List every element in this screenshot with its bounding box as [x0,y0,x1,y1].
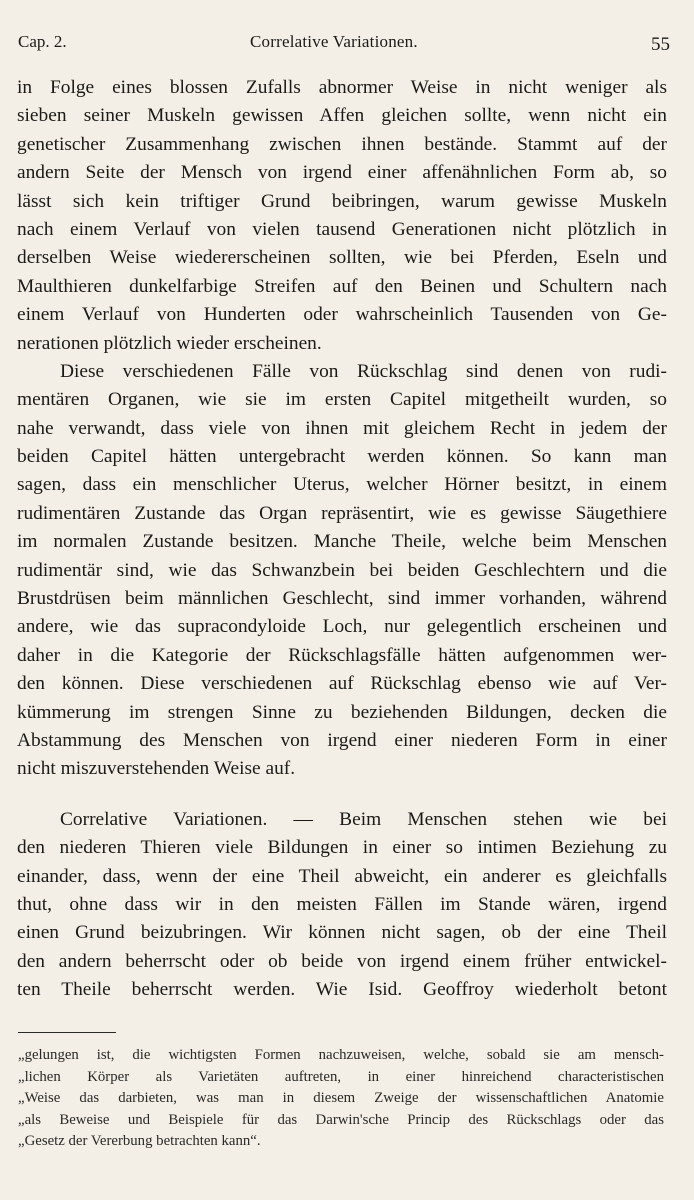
text-line: den können. Diese verschiedenen auf Rückschlag ebenso wie auf Ver- [17,673,667,695]
body-text [17,74,667,1005]
footnotes [18,1045,664,1153]
text-line: den andern beherrscht oder ob beide von irgend einem früher entwickel- [17,950,667,972]
text-line: sagen, dass ein menschlicher Uterus, welcher Hörner besitzt, in einem [17,474,667,496]
text-line: sieben seiner Muskeln gewissen Affen gleichen sollte, wenn nicht ein [17,105,667,127]
text-line: thut, ohne dass wir in den meisten Fällen im Stande wären, irgend [17,893,667,915]
page-number: 55 [651,34,670,55]
section-spacer [17,784,667,806]
text-line: nahe verwandt, dass viele von ihnen mit gleichem Recht in jedem der [17,417,667,439]
text-line: den niederen Thieren viele Bildungen in einer so intimen Beziehung zu [17,837,667,859]
text-line: genetischer Zusammenhang zwischen ihnen bestände. Stammt auf der [17,133,667,155]
footnote-line: „lichen Körper als Varietäten auftreten, in einer hinreichend characteristischen [18,1068,664,1085]
footnote-divider [18,1032,116,1033]
text-line: Brustdrüsen beim männlichen Geschlecht, sind immer vorhanden, während [17,588,667,610]
text-line: beiden Capitel hätten untergebracht werden können. So kann man [17,446,667,468]
text-line: derselben Weise wiedererscheinen sollten, wie bei Pferden, Eseln und [17,247,667,269]
text-line: Abstammung des Menschen von irgend einer niederen Form in einer [17,729,667,751]
text-line: lässt sich kein triftiger Grund beibringen, warum gewisse Muskeln [17,190,667,212]
running-title: Correlative Variationen. [250,32,418,51]
text-line: in Folge eines blossen Zufalls abnormer Weise in nicht weniger als [17,77,667,98]
text-line: nach einem Verlauf von vielen tausend Generationen nicht plötzlich in [17,218,667,240]
text-line: rudimentären Zustande das Organ repräsentirt, wie es gewisse Säugethiere [17,502,667,524]
text-line: rudimentär sind, wie das Schwanzbein bei beiden Geschlechtern und die [17,559,667,581]
running-header [18,30,670,56]
text-line: mentären Organen, wie sie im ersten Capitel mitgetheilt wurden, so [17,389,667,411]
footnote-line: „als Beweise und Beispiele für das Darwin'sche Princip des Rückschlags oder das [18,1111,664,1128]
text-line: ten Theile beherrscht werden. Wie Isid. Geoffroy wiederholt betont [17,979,667,1001]
text-line: Correlative Variationen. — Beim Menschen stehen wie bei [60,808,667,830]
text-line: nerationen plötzlich wieder erscheinen. [17,332,322,354]
text-line: im normalen Zustande besitzen. Manche Theile, welche beim Menschen [17,531,667,553]
footnote-line: „Weise das darbieten, was man in diesem Zweige der wissenschaftlichen Anatomie [18,1090,664,1106]
text-line: andere, wie das supracondyloide Loch, nur gelegentlich erscheinen und [17,616,667,638]
text-line: kümmerung im strengen Sinne zu beziehenden Bildungen, decken die [17,701,667,723]
text-line: Diese verschiedenen Fälle von Rückschlag sind denen von rudi- [60,360,667,382]
text-line: andern Seite der Mensch von irgend einer affenähnlichen Form ab, so [17,162,667,184]
text-line: einem Verlauf von Hunderten oder wahrscheinlich Tausenden von Ge- [17,304,667,326]
footnote-line: „Gesetz der Vererbung betrachten kann“. [18,1133,261,1149]
text-line: einen Grund beizubringen. Wir können nicht sagen, ob der eine Theil [17,922,667,944]
text-line: nicht miszuverstehenden Weise auf. [17,758,296,780]
text-line: Maulthieren dunkelfarbige Streifen auf den Beinen und Schultern nach [17,275,667,297]
chapter-label: Cap. 2. [18,32,67,51]
footnote-line: „gelungen ist, die wichtigsten Formen nachzuweisen, welche, sobald sie am mensch- [18,1047,664,1063]
text-line: einander, dass, wenn der eine Theil abweicht, ein anderer es gleichfalls [17,865,667,887]
text-line: daher in die Kategorie der Rückschlagsfälle hätten aufgenommen wer- [17,644,667,666]
